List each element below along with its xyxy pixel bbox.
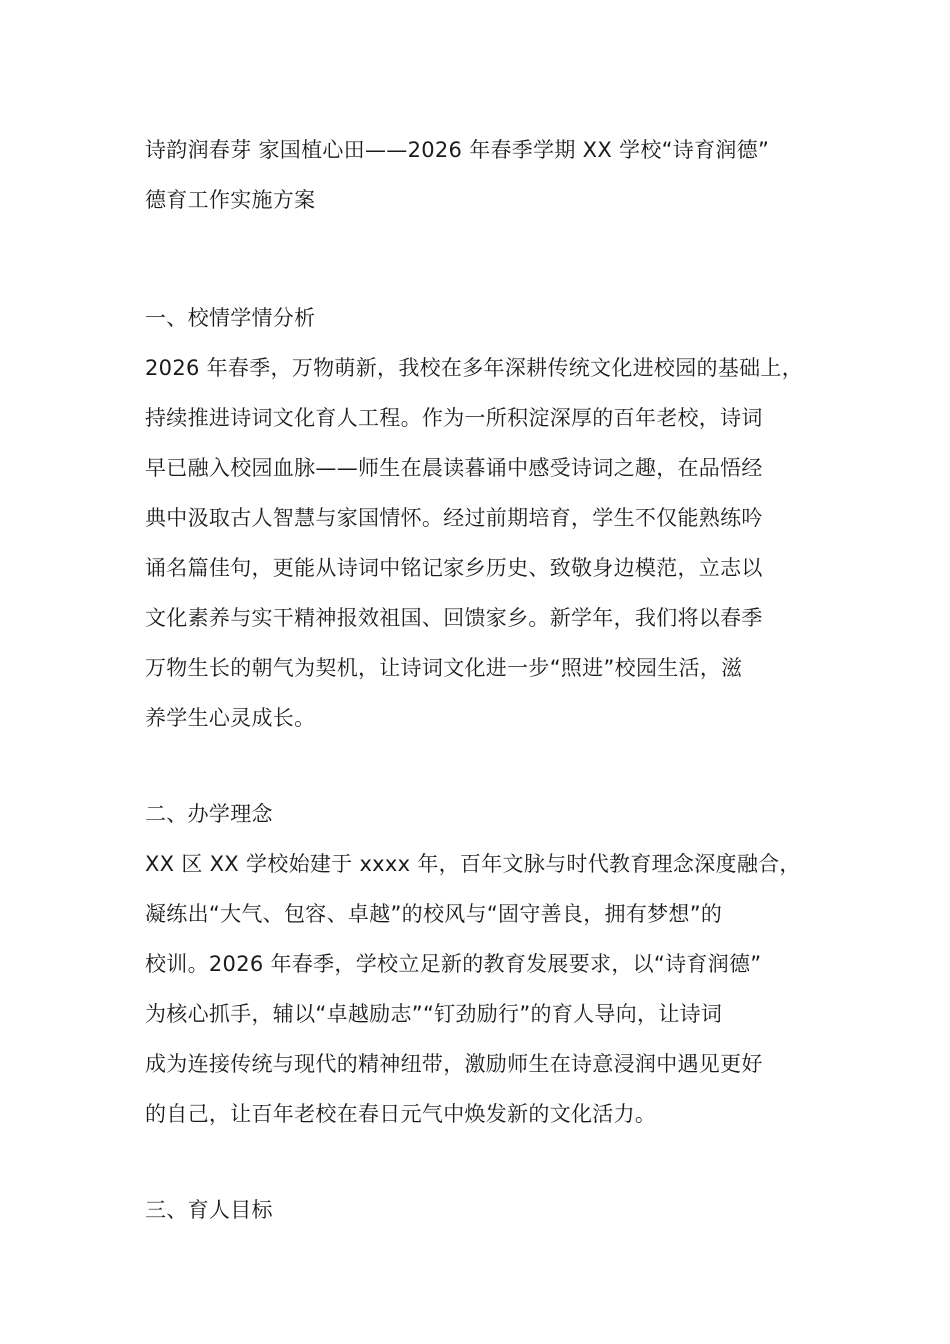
section-heading-3: 三、育人目标	[145, 1198, 273, 1222]
spacer	[145, 1139, 825, 1185]
section-1-line: 文化素养与实干精神报效祖国、回馈家乡。新学年，我们将以春季	[145, 606, 763, 630]
document-page	[145, 125, 825, 1235]
section-2-line: XX 区 XX 学校始建于 xxxx 年，百年文脉与时代教育理念深度融合，	[145, 852, 801, 876]
section-2-line: 成为连接传统与现代的精神纽带，激励师生在诗意浸润中遇见更好	[145, 1052, 763, 1076]
section-1-line: 万物生长的朝气为契机，让诗词文化进一步“照进”校园生活，滋	[145, 656, 743, 680]
section-2-line: 凝练出“大气、包容、卓越”的校风与“固守善良，拥有梦想”的	[145, 902, 723, 926]
section-1-line: 2026 年春季，万物萌新，我校在多年深耕传统文化进校园的基础上，	[145, 356, 804, 380]
section-heading-2: 二、办学理念	[145, 802, 273, 826]
document-title-line-2: 德育工作实施方案	[145, 188, 316, 212]
section-1-line: 养学生心灵成长。	[145, 706, 316, 730]
section-2-line: 校训。2026 年春季，学校立足新的教育发展要求，以“诗育润德”	[145, 952, 762, 976]
section-1-line: 诵名篇佳句，更能从诗词中铭记家乡历史、致敬身边模范，立志以	[145, 556, 763, 580]
spacer	[145, 225, 825, 293]
section-2-line: 为核心抓手，辅以“卓越励志”“钉劲励行”的育人导向，让诗词	[145, 1002, 723, 1026]
section-1-line: 典中汲取古人智慧与家国情怀。经过前期培育，学生不仅能熟练吟	[145, 506, 763, 530]
section-1-line: 早已融入校园血脉——师生在晨读暮诵中感受诗词之趣，在品悟经	[145, 456, 763, 480]
spacer	[145, 743, 825, 789]
document-title-line-1: 诗韵润春芽 家国植心田——2026 年春季学期 XX 学校“诗育润德”	[145, 138, 770, 162]
section-1-line: 持续推进诗词文化育人工程。作为一所积淀深厚的百年老校，诗词	[145, 406, 763, 430]
section-heading-1: 一、校情学情分析	[145, 306, 316, 330]
section-2-line: 的自己，让百年老校在春日元气中焕发新的文化活力。	[145, 1102, 657, 1126]
